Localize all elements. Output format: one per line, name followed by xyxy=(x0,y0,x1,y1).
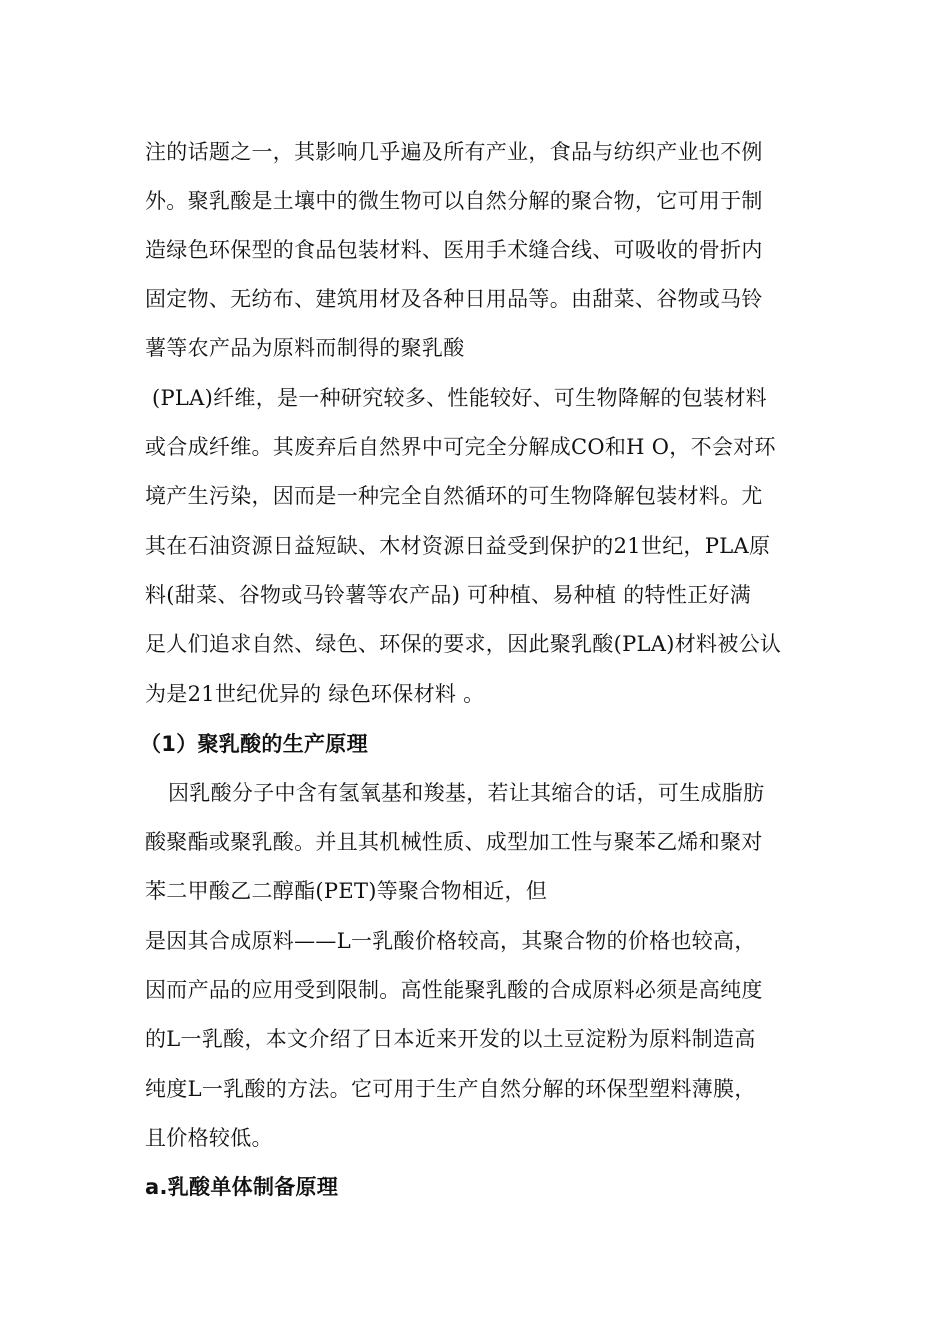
text-line: 为是21世纪优异的 绿色环保材料 。 xyxy=(145,682,485,706)
text-line: 纯度L一乳酸的方法。它可用于生产自然分解的环保型塑料薄膜， xyxy=(145,1077,756,1101)
text-line: 外。聚乳酸是土壤中的微生物可以自然分解的聚合物，它可用于制 xyxy=(145,189,763,213)
text-line: 因而产品的应用受到限制。高性能聚乳酸的合成原料必须是高纯度 xyxy=(145,978,763,1002)
text-line: 酸聚酯或聚乳酸。并且其机械性质、成型加工性与聚苯乙烯和聚对 xyxy=(145,830,763,854)
text-line: 固定物、无纺布、建筑用材及各种日用品等。由甜菜、谷物或马铃 xyxy=(145,287,763,311)
text-line: 或合成纤维。其废弃后自然界中可完全分解成CO和H O，不会对环 xyxy=(145,435,776,459)
text-line: 是因其合成原料——L一乳酸价格较高，其聚合物的价格也较高， xyxy=(145,929,756,953)
text-line: 薯等农产品为原料而制得的聚乳酸 xyxy=(145,336,465,360)
text-line: 其在石油资源日益短缺、木材资源日益受到保护的21世纪，PLA原 xyxy=(145,534,771,558)
subsection-heading: a.乳酸单体制备原理 xyxy=(145,1175,339,1199)
text-line: 料(甜菜、谷物或马铃薯等农产品) 可种植、易种植 的特性正好满 xyxy=(145,583,752,607)
section-heading: （1）聚乳酸的生产原理 xyxy=(140,732,368,756)
text-line: 注的话题之一，其影响几乎遍及所有产业，食品与纺织产业也不例 xyxy=(145,140,763,164)
text-line: 苯二甲酸乙二醇酯(PET)等聚合物相近，但 xyxy=(145,879,548,903)
text-line: 足人们追求自然、绿色、环保的要求，因此聚乳酸(PLA)材料被公认 xyxy=(145,632,782,656)
text-line: 的L一乳酸，本文介绍了日本近来开发的以土豆淀粉为原料制造高 xyxy=(145,1027,756,1051)
text-line: 且价格较低。 xyxy=(145,1126,273,1150)
text-line: 因乳酸分子中含有氢氧基和羧基，若让其缩合的话，可生成脂肪 xyxy=(168,781,765,805)
text-line: 境产生污染，因而是一种完全自然循环的可生物降解包装材料。尤 xyxy=(145,484,763,508)
text-line: (PLA)纤维，是一种研究较多、性能较好、可生物降解的包装材料 xyxy=(152,386,767,410)
text-line: 造绿色环保型的食品包装材料、医用手术缝合线、可吸收的骨折内 xyxy=(145,238,763,262)
